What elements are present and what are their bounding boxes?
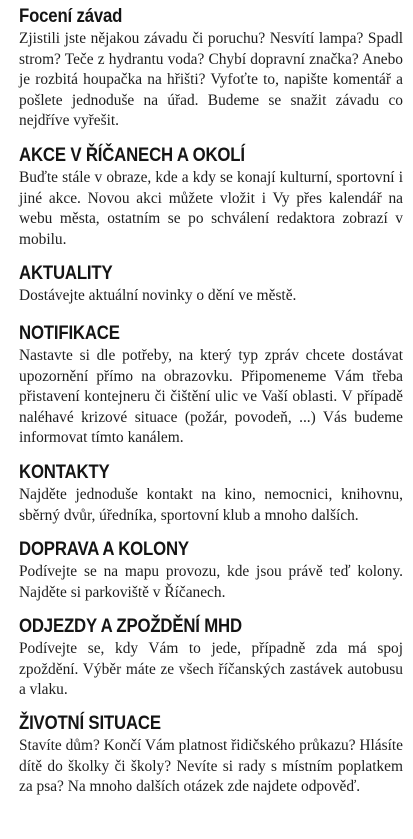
- section-doprava: [19, 537, 403, 603]
- section-foceni-zavad: [19, 4, 403, 132]
- section-text: Nastavte si dle potřeby, na který typ zpráv chcete dostávat upozornění přímo na obrazovku. Připomeneme Vám třeba přistavení kontejneru či čištění ulic ve Vaší oblasti. V případě naléhavé krizové situace (požár, povodeň, ...) Vás budeme informovat tímto kanálem.: [19, 346, 403, 447]
- section-title: Focení závad: [19, 5, 123, 27]
- section-text: Stavíte dům? Končí Vám platnost řidičského průkazu? Hlásíte dítě do školky či školy? Nevíte si rady s místním poplatkem za psa? Na mnoho dalších otázek zde najdete odpověď.: [19, 737, 403, 796]
- app-features-document: [19, 4, 403, 798]
- section-text: Podívejte se, kdy Vám to jede, případně zda má spoj zpoždění. Výběr máte ze všech říčanských zastávek autobusu a vlaku.: [19, 640, 403, 699]
- section-title: ŽIVOTNÍ SITUACE: [19, 712, 161, 735]
- section-odjezdy-mhd: [19, 614, 403, 701]
- section-text: Dostávejte aktuální novinky o dění ve městě.: [19, 287, 297, 305]
- section-zivotni-situace: [19, 711, 403, 798]
- section-title: AKTUALITY: [19, 262, 113, 285]
- section-text: Zjistili jste nějakou závadu či poruchu? Nesvítí lampa? Spadl strom? Teče z hydrantu voda? Chybí dopravní značka? Anebo je rozbitá houpačka na hřišti? Vyfoťte to, napište komentář a pošlete jednoduše na úřad. Budeme se snažit závadu co nejdříve vyřešit.: [19, 30, 403, 130]
- section-text: Najděte jednoduše kontakt na kino, nemocnici, knihovnu, sběrný dvůr, úředníka, sportovní klub a mnoho dalších.: [19, 485, 403, 524]
- section-text: Buďte stále v obraze, kde a kdy se konají kulturní, sportovní i jiné akce. Novou akci můžete vložit i Vy přes kalendář na webu města, ostatním se po schválení redaktora zobrazí v mobilu.: [19, 168, 403, 248]
- section-title: AKCE V ŘÍČANECH A OKOLÍ: [19, 143, 245, 166]
- section-title: NOTIFIKACE: [19, 321, 120, 344]
- section-title: ODJEZDY A ZPOŽDĚNÍ MHD: [19, 615, 242, 638]
- section-title: DOPRAVA A KOLONY: [19, 538, 189, 561]
- section-text: Podívejte se na mapu provozu, kde jsou právě teď kolony. Najděte si parkoviště v Říčanech.: [19, 563, 403, 601]
- section-akce: [19, 143, 403, 250]
- section-kontakty: [19, 460, 403, 526]
- section-title: KONTAKTY: [19, 460, 110, 483]
- section-aktuality: [19, 261, 403, 307]
- section-notifikace: [19, 321, 403, 449]
